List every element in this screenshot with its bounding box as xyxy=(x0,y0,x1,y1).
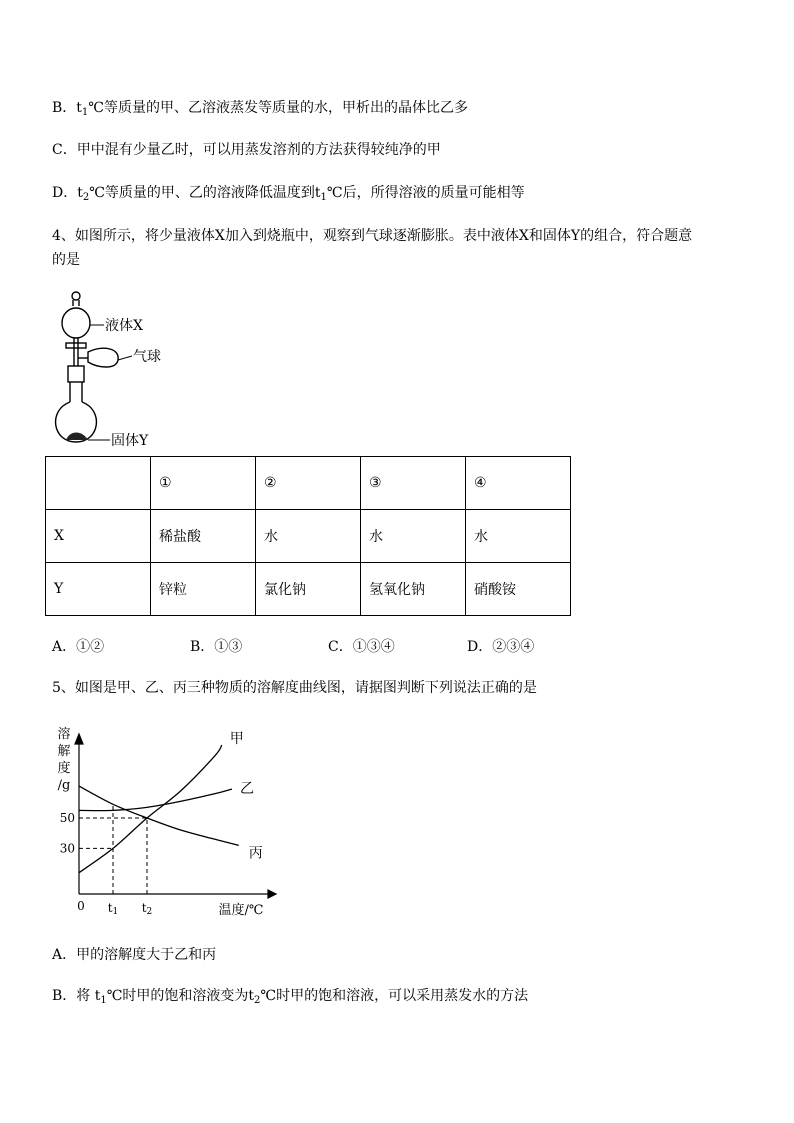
q4-choice-c[interactable]: C．①③④ xyxy=(328,639,395,655)
solubility-chart xyxy=(48,722,288,922)
q3-option-c: C．甲中混有少量乙时，可以用蒸发溶剂的方法获得较纯净的甲 xyxy=(52,142,441,158)
label-solid-y: 固体Y xyxy=(111,433,149,449)
label-liquid-x: 液体X xyxy=(105,318,143,334)
table-cell: 锌粒 xyxy=(151,563,256,616)
origin-label: 0 xyxy=(77,899,85,913)
options-table xyxy=(45,456,571,616)
q4-choice-d[interactable]: D．②③④ xyxy=(467,639,535,655)
table-cell: 稀盐酸 xyxy=(151,510,256,563)
series-label: 甲 xyxy=(229,731,244,748)
y-axis-label-char: 溶 xyxy=(57,727,71,742)
table-cell: ④ xyxy=(466,457,571,510)
x-axis-arrow xyxy=(268,890,276,898)
q4-stem-line1: 4、如图所示，将少量液体X加入到烧瓶中，观察到气球逐渐膨胀。表中液体X和固体Y的组合，符合题意 xyxy=(52,228,693,244)
stopper-knob xyxy=(72,292,80,300)
q4-stem-line2: 的是 xyxy=(52,252,80,268)
table-cell: 水 xyxy=(466,510,571,563)
solid-y-pile xyxy=(66,433,88,441)
q3-option-b: B．$t_1℃$等质量的甲、乙溶液蒸发等质量的水，甲析出的晶体比乙多 xyxy=(52,100,468,118)
table-cell: ① xyxy=(151,457,256,510)
y-axis-label-char: 解 xyxy=(57,744,71,759)
table-cell: 氢氧化钠 xyxy=(361,563,466,616)
rubber-stopper xyxy=(68,366,84,382)
table-cell: 硝酸铵 xyxy=(466,563,571,616)
table-cell: 氯化钠 xyxy=(256,563,361,616)
table-row xyxy=(46,563,571,616)
series-label: 乙 xyxy=(240,781,254,798)
q5-option-a: A．甲的溶解度大于乙和丙 xyxy=(52,947,217,963)
q5-stem: 5、如图是甲、乙、丙三种物质的溶解度曲线图，请据图判断下列说法正确的是 xyxy=(52,680,537,696)
table-cell: X xyxy=(46,510,151,563)
y-tick-label: 30 xyxy=(59,841,75,856)
table-cell: ③ xyxy=(361,457,466,510)
table-row xyxy=(46,510,571,563)
series-label: 丙 xyxy=(248,845,263,862)
series-line xyxy=(79,789,232,811)
q4-choice-a[interactable]: A．①② xyxy=(52,639,105,655)
y-axis-label-char: /g xyxy=(57,778,71,793)
q3-option-d: D．$t_2℃$等质量的甲、乙的溶液降低温度到$t_1℃$后，所得溶液的质量可能相等 xyxy=(52,185,525,203)
x-axis-label: 温度/℃ xyxy=(218,903,264,918)
label-balloon: 气球 xyxy=(133,349,161,365)
y-axis-arrow xyxy=(75,734,83,744)
stopcock xyxy=(66,343,86,348)
table-cell: ② xyxy=(256,457,361,510)
table-cell: 水 xyxy=(256,510,361,563)
flask-neck xyxy=(70,382,82,402)
flask-apparatus-diagram xyxy=(48,290,208,455)
y-tick-label: 50 xyxy=(59,811,75,825)
x-tick-label: t1 xyxy=(107,901,119,917)
balloon-shape xyxy=(88,348,118,367)
table-cell: 水 xyxy=(361,510,466,563)
table-header-row xyxy=(46,457,571,510)
q4-choice-b[interactable]: B．①③ xyxy=(190,639,243,655)
series-line xyxy=(79,786,239,845)
series-line xyxy=(79,745,222,873)
q5-option-b: B．将 $t_1℃$时甲的饱和溶液变为$t_2℃$时甲的饱和溶液，可以采用蒸发水的方法 xyxy=(52,988,529,1006)
table-cell xyxy=(46,457,151,510)
x-tick-label: t2 xyxy=(141,901,153,917)
table-cell: Y xyxy=(46,563,151,616)
separatory-funnel xyxy=(62,308,90,338)
y-axis-label-char: 度 xyxy=(57,761,71,776)
